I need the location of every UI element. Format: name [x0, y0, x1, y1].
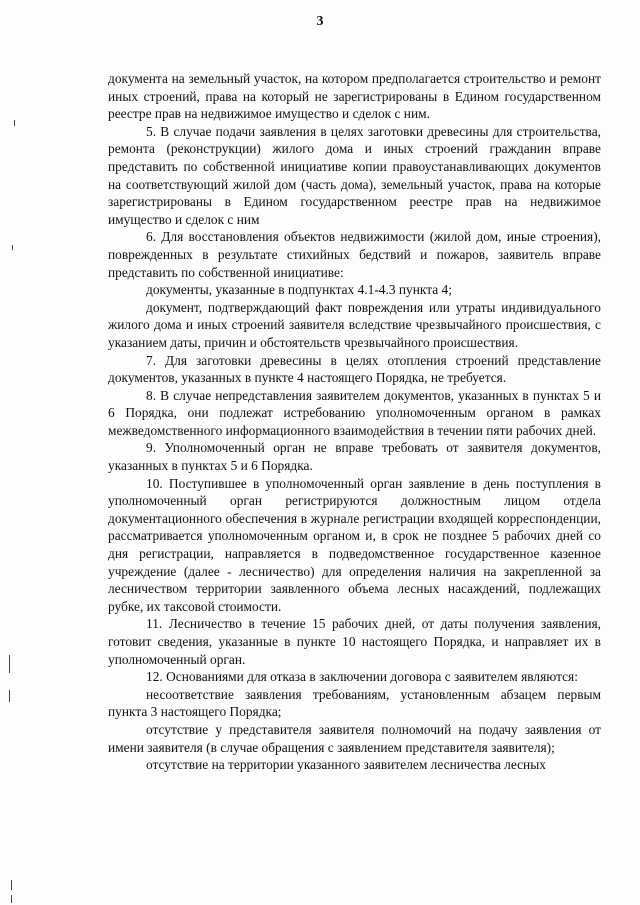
paragraph-item-12-reason-3: отсутствие на территории указанного заявителем лесничества лесных — [146, 757, 546, 773]
paragraph-item-9: 9. Уполномоченный орган не вправе требовать от заявителя документов, указанных в пунктах 5 и 6 Порядка. — [108, 440, 601, 474]
paragraph-item-5: 5. В случае подачи заявления в целях заготовки древесины для строительства, ремонта (реконструкции) жилого дома и иных строений гражданин вправе представить по собственной инициативе копии правоустанавливающих документов на соответствующий жилой дом (часть дома), земельный участок, права на которые зарегистрированы в Едином государственном реестре прав на недвижимое имущество и сделок с ним — [108, 123, 601, 227]
paragraph-item-11: 11. Лесничество в течение 15 рабочих дней, от даты получения заявления, готовит сведения, указанные в пункте 10 настоящего Порядка, и направляет их в уполномоченный орган. — [108, 616, 601, 667]
scan-artifact — [11, 895, 12, 903]
paragraph-item-8: 8. В случае непредставления заявителем документов, указанных в пунктах 5 и 6 Порядка, они подлежат истребованию уполномоченным органом в рамках межведомственного информационного взаимодействия в течении пяти рабочих дней. — [108, 387, 601, 438]
page-number: 3 — [316, 14, 324, 29]
scan-artifact — [9, 655, 10, 673]
scan-artifact — [9, 690, 10, 702]
paragraph-item-6: 6. Для восстановления объектов недвижимости (жилой дом, иные строения), поврежденных в результате стихийных бедствий и пожаров, заявитель вправе представить по собственной инициативе: — [108, 229, 601, 280]
paragraph-item-12: 12. Основаниями для отказа в заключении договора с заявителем являются: — [146, 669, 578, 685]
paragraph-continuation: документа на земельный участок, на котором предполагается строительство и ремонт иных строений, права на который не зарегистрированы в Едином государственном реестре прав на недвижимое имущество и сделок с ним. — [108, 71, 601, 122]
document-body — [108, 70, 601, 774]
paragraph-item-12-reason-2: отсутствие у представителя заявителя полномочий на подачу заявления от имени заявителя (в случае обращения с заявлением представителя заявителя); — [108, 721, 601, 755]
scan-artifact — [11, 880, 12, 890]
paragraph-item-12-reason-1: несоответствие заявления требованиям, установленным абзацем первым пункта 3 настоящего Порядка; — [108, 686, 601, 720]
scan-artifact — [12, 245, 13, 250]
scan-artifact — [14, 120, 15, 126]
paragraph-item-6-documents: документы, указанные в подпунктах 4.1-4.3 пункта 4; — [146, 282, 452, 298]
paragraph-item-6-damage-document: документ, подтверждающий факт повреждения или утраты индивидуального жилого дома и иных строений заявителя вследствие чрезвычайного происшествия, с указанием даты, причин и обстоятельств чрезвычайного происшествия. — [108, 299, 601, 350]
paragraph-item-7: 7. Для заготовки древесины в целях отопления строений представление документов, указанных в пункте 4 настоящего Порядка, не требуется. — [108, 352, 601, 386]
paragraph-item-10: 10. Поступившее в уполномоченный орган заявление в день поступления в уполномоченный орган регистрируются должностным лицом отдела документационного обеспечения в журнале регистрации входящей корреспонденции, рассматривается уполномоченным органом и, в срок не позднее 5 рабочих дней со дня регистрации, направляется в подведомственное государственное казенное учреждение (далее - лесничество) для определения наличия на закрепленной за лесничеством территории заявленного объема лесных насаждений, подлежащих рубке, их таксовой стоимости. — [108, 475, 601, 614]
